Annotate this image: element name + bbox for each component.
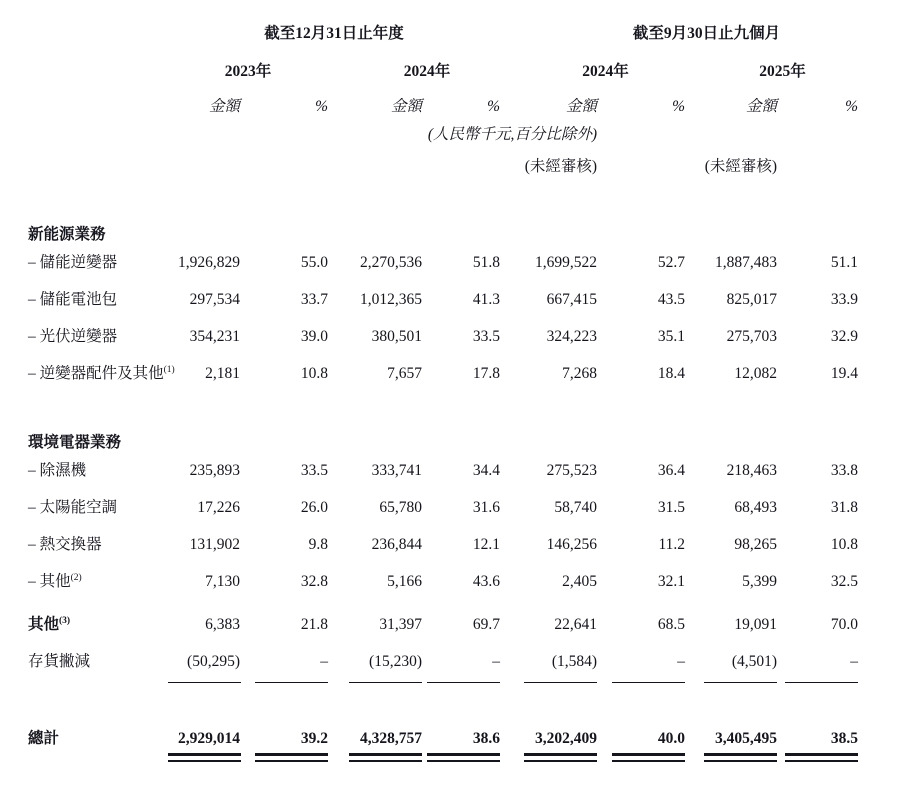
column-rule [168, 681, 240, 695]
year-header-2023: 2023年 [224, 63, 272, 80]
row-label: – 除濕機 [28, 462, 87, 479]
value-cell: 51.1 [830, 254, 859, 271]
value-cell: (4,501) [731, 653, 778, 670]
year-header-2024: 2024年 [403, 63, 451, 80]
total-value-cell: 4,328,757 [360, 730, 422, 747]
value-cell: 146,256 [546, 536, 598, 553]
value-cell: 9.8 [308, 536, 328, 553]
value-cell: 31,397 [379, 616, 422, 633]
column-rule [777, 681, 858, 695]
value-cell: 1,887,483 [715, 254, 778, 271]
unaudited-note-row [28, 145, 858, 177]
value-cell: 2,405 [562, 573, 598, 590]
value-cell: 297,534 [189, 291, 240, 308]
value-cell: 667,415 [546, 291, 598, 308]
value-cell: 7,130 [205, 573, 240, 590]
value-cell: 6,383 [205, 616, 240, 633]
value-cell: 380,501 [371, 328, 422, 345]
column-double-rule [328, 753, 422, 772]
column-double-rule [422, 753, 500, 772]
total-value-cell: 2,929,014 [178, 730, 240, 747]
value-cell: 12.1 [472, 536, 501, 553]
row-label: 存貨撇減 [28, 653, 91, 670]
value-cell: 68,493 [734, 499, 778, 516]
value-cell: 52.7 [657, 254, 686, 271]
value-cell: 19.4 [830, 365, 859, 382]
value-cell: 2,181 [205, 365, 240, 382]
value-cell: 131,902 [189, 536, 240, 553]
value-cell: 1,012,365 [360, 291, 422, 308]
table-row-inventory-writedown [28, 644, 858, 681]
section-title-row [28, 177, 858, 245]
total-value-cell: 38.5 [830, 730, 859, 747]
value-cell: 10.8 [300, 365, 328, 382]
empty-cell [28, 753, 168, 772]
footnote-ref: (3) [59, 615, 71, 626]
table-row [28, 490, 858, 527]
value-cell: – [492, 653, 501, 670]
value-cell: (50,295) [187, 653, 240, 670]
empty-cell [28, 82, 168, 117]
value-cell: 33.9 [830, 291, 859, 308]
value-cell: (15,230) [369, 653, 422, 670]
value-cell: 22,641 [554, 616, 598, 633]
subheader-amount: 金額 [208, 98, 240, 115]
unaudited-note: (未經審核) [524, 158, 598, 175]
column-rule [328, 681, 422, 695]
empty-cell [328, 145, 422, 177]
value-cell: 33.5 [472, 328, 501, 345]
section-title-new-energy: 新能源業務 [28, 226, 106, 243]
value-cell: – [677, 653, 686, 670]
column-double-rule [500, 753, 597, 772]
empty-cell [597, 145, 685, 177]
row-label: – 光伏逆變器 [28, 328, 118, 345]
value-cell: (1,584) [551, 653, 598, 670]
value-cell: 31.6 [472, 499, 501, 516]
row-label: – 太陽能空調 [28, 499, 118, 516]
value-cell: 36.4 [657, 462, 686, 479]
row-label: – 逆變器配件及其他$^{(1)}$ [28, 364, 175, 382]
value-cell: 354,231 [189, 328, 240, 345]
value-cell: 43.5 [657, 291, 686, 308]
section-title-row [28, 393, 858, 453]
subheader-amount: 金額 [746, 98, 778, 115]
value-cell: 26.0 [300, 499, 328, 516]
empty-cell [28, 0, 168, 44]
value-cell: 33.7 [300, 291, 328, 308]
total-value-cell: 40.0 [657, 730, 686, 747]
table-row [28, 245, 858, 282]
footnote-ref: (1) [163, 364, 175, 375]
column-double-rule [777, 753, 858, 772]
value-cell: 236,844 [371, 536, 422, 553]
table-row [28, 564, 858, 601]
column-double-rule [240, 753, 328, 772]
value-cell: 19,091 [734, 616, 778, 633]
footnote-ref: (2) [70, 572, 82, 583]
value-cell: 69.7 [472, 616, 501, 633]
subheader-percent: % [315, 98, 328, 115]
table-row-others [28, 601, 858, 644]
value-cell: 825,017 [726, 291, 778, 308]
row-label: 總計 [28, 730, 60, 747]
subheader-amount: 金額 [566, 98, 598, 115]
column-rule [240, 681, 328, 695]
group-header-fy: 截至12月31日止年度 [264, 25, 404, 42]
value-cell: 275,703 [726, 328, 778, 345]
column-rule [597, 681, 685, 695]
value-cell: 1,699,522 [535, 254, 598, 271]
value-cell: 17.8 [472, 365, 501, 382]
subheader-percent: % [487, 98, 501, 115]
financial-table [28, 0, 858, 772]
subheader-percent: % [672, 98, 686, 115]
value-cell: 275,523 [546, 462, 598, 479]
value-cell: 33.5 [300, 462, 328, 479]
table-row [28, 319, 858, 356]
value-cell: 39.0 [300, 328, 328, 345]
value-cell: 5,399 [742, 573, 778, 590]
column-double-rule [168, 753, 240, 772]
value-cell: 43.6 [472, 573, 501, 590]
header-row-years [28, 44, 858, 82]
value-cell: 7,268 [562, 365, 598, 382]
empty-cell [28, 117, 168, 145]
table-row [28, 453, 858, 490]
table-row [28, 356, 858, 393]
value-cell: 21.8 [300, 616, 328, 633]
value-cell: 70.0 [830, 616, 859, 633]
row-label: – 熱交換器 [28, 536, 102, 553]
value-cell: 32.1 [657, 573, 686, 590]
value-cell: 58,740 [554, 499, 598, 516]
value-cell: 18.4 [657, 365, 686, 382]
total-row [28, 695, 858, 753]
value-cell: 5,166 [387, 573, 422, 590]
subheader-amount: 金額 [390, 98, 422, 115]
section-title-environmental: 環境電器業務 [28, 434, 122, 451]
group-header-9m: 截至9月30日止九個月 [632, 25, 781, 42]
header-row-subcolumns [28, 82, 858, 117]
total-value-cell: 3,202,409 [535, 730, 598, 747]
value-cell: 51.8 [472, 254, 501, 271]
value-cell: 32.5 [830, 573, 859, 590]
empty-cell [597, 117, 858, 145]
value-cell: 218,463 [726, 462, 778, 479]
value-cell: 34.4 [472, 462, 501, 479]
row-label: – 儲能電池包 [28, 291, 118, 308]
value-cell: 12,082 [734, 365, 778, 382]
single-rule-row [28, 681, 858, 695]
double-rule-row [28, 753, 858, 772]
header-row-periods [28, 0, 858, 44]
value-cell: 55.0 [300, 254, 328, 271]
year-header-2024-9m: 2024年 [582, 63, 629, 80]
total-value-cell: 3,405,495 [715, 730, 778, 747]
year-header-2025-9m: 2025年 [759, 63, 806, 80]
empty-cell [28, 44, 168, 82]
value-cell: 1,926,829 [178, 254, 240, 271]
column-double-rule [685, 753, 777, 772]
table-row [28, 282, 858, 319]
row-label: 其他$^{(3)}$ [28, 615, 71, 633]
column-rule [685, 681, 777, 695]
value-cell: 68.5 [657, 616, 686, 633]
value-cell: 31.5 [657, 499, 686, 516]
total-value-cell: 39.2 [300, 730, 328, 747]
value-cell: 10.8 [830, 536, 859, 553]
empty-cell [28, 145, 168, 177]
value-cell: 2,270,536 [360, 254, 422, 271]
value-cell: 333,741 [371, 462, 422, 479]
subheader-percent: % [845, 98, 859, 115]
currency-note: (人民幣千元,百分比除外) [427, 126, 598, 143]
currency-note-row [28, 117, 858, 145]
value-cell: 324,223 [546, 328, 598, 345]
value-cell: 33.8 [830, 462, 859, 479]
column-double-rule [597, 753, 685, 772]
value-cell: 41.3 [472, 291, 501, 308]
empty-cell [168, 145, 240, 177]
value-cell: 235,893 [189, 462, 240, 479]
value-cell: 35.1 [657, 328, 686, 345]
empty-cell [777, 145, 858, 177]
total-value-cell: 38.6 [472, 730, 501, 747]
value-cell: 11.2 [658, 536, 686, 553]
value-cell: – [850, 653, 859, 670]
empty-cell [240, 145, 328, 177]
value-cell: – [320, 653, 328, 670]
value-cell: 65,780 [379, 499, 422, 516]
value-cell: 31.8 [830, 499, 859, 516]
unaudited-note: (未經審核) [704, 158, 778, 175]
table-row [28, 527, 858, 564]
value-cell: 32.8 [300, 573, 328, 590]
value-cell: 32.9 [830, 328, 859, 345]
value-cell: 98,265 [734, 536, 778, 553]
value-cell: 17,226 [197, 499, 240, 516]
column-rule [422, 681, 500, 695]
value-cell: 7,657 [387, 365, 422, 382]
row-label: – 儲能逆變器 [28, 254, 118, 271]
empty-cell [28, 681, 168, 695]
column-rule [500, 681, 597, 695]
row-label: – 其他$^{(2)}$ [28, 572, 82, 590]
empty-cell [422, 145, 500, 177]
